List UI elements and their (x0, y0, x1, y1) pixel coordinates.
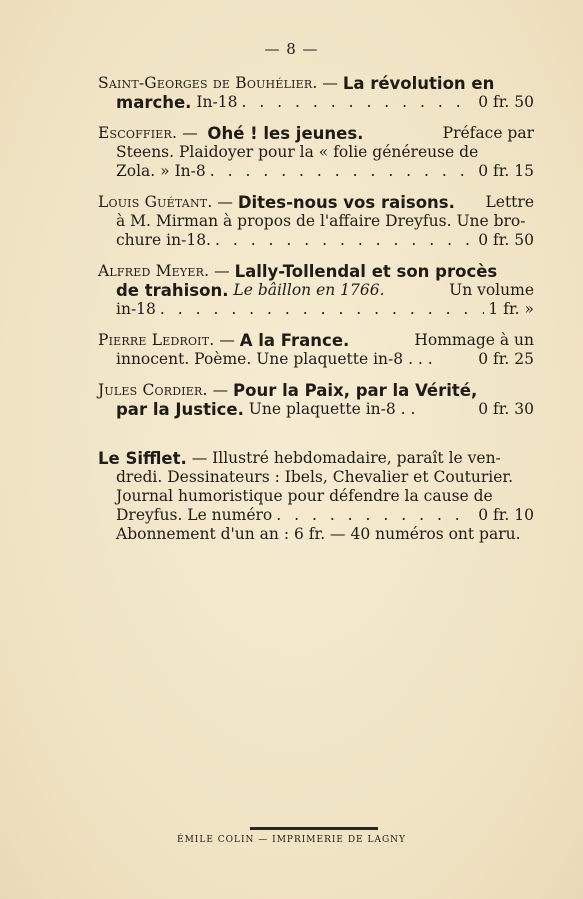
entry-text: Préface par (442, 124, 534, 142)
entry-price: 0 fr. 50 (478, 93, 534, 111)
entry-author: Alfred Meyer. (98, 262, 210, 280)
entry-author: Escoffier. (98, 124, 178, 142)
entry-author: Jules Cordier. (98, 381, 208, 399)
catalogue-list (98, 74, 534, 556)
entry-title-cont: par la Justice. (116, 400, 244, 419)
catalogue-entry: Louis Guétant. — Dites-nous vos raisons. Lettre à M. Mirman à propos de l'affaire Dreyfus. Une bro- chure in-18. . . . 0 fr. 50 (98, 193, 534, 250)
entry-author: Louis Guétant. (98, 193, 213, 211)
journal-subscription: Abonnement d'un an : 6 fr. — 40 numéros ont paru. (116, 525, 521, 543)
entry-format: In-18 (196, 93, 238, 111)
journal-text: dredi. Dessinateurs : Ibels, Chevalier et Couturier. (116, 468, 514, 486)
journal-text: Dreyfus. Le numéro (116, 506, 273, 524)
leader-dots (272, 506, 474, 525)
entry-title: Dites-nous vos raisons. (237, 193, 455, 212)
entry-price: 0 fr. 15 (478, 162, 534, 180)
entry-text: Zola. » In-8 (116, 162, 206, 180)
leader-dots (237, 93, 474, 112)
journal-text: Journal humoristique pour défendre la cause de (116, 487, 493, 505)
entry-text: Un volume (449, 281, 534, 299)
entry-subtitle: Le bâillon en 1766. (233, 281, 385, 299)
entry-title: La révolution en (342, 74, 495, 93)
entry-text: Une plaquette in-8 . . (248, 400, 416, 418)
journal-entry: Le Sifflet. — Illustré hebdomadaire, paraît le ven- dredi. Dessinateurs : Ibels, Chevalier et Couturier. Journal humoristique pour défendre la cause de Dreyfus. Le numéro . . . 0 fr. 10 Abonnement d'un an : 6 fr. — 40 numéros ont paru. (98, 449, 534, 544)
entry-title: Lally-Tollendal et son procès (234, 262, 498, 281)
entry-price: 1 fr. » (488, 300, 534, 318)
catalogue-entry: Saint-Georges de Bouhélier. — La révolution en marche. In-18 . . . 0 fr. 50 (98, 74, 534, 112)
entry-price: 0 fr. 25 (478, 350, 534, 368)
leader-dots (206, 162, 474, 181)
entry-text: innocent. Poème. Une plaquette in-8 . . . (116, 350, 433, 368)
entry-title-cont: marche. (116, 93, 192, 112)
entry-author: Pierre Ledroit. (98, 331, 215, 349)
catalogue-entry: Escoffier. — Ohé ! les jeunes. Préface par Steens. Plaidoyer pour la « folie généreuse de Zola. » In-8 . . . 0 fr. 15 (98, 124, 534, 181)
entry-text: à M. Mirman à propos de l'affaire Dreyfus. Une bro- (116, 212, 526, 230)
catalogue-entry: Jules Cordier. — Pour la Paix, par la Vérité, par la Justice. Une plaquette in-8 . . 0 fr. 30 (98, 381, 534, 419)
journal-text: Illustré hebdomadaire, paraît le ven- (212, 449, 501, 467)
entry-price: 0 fr. 50 (478, 231, 534, 249)
printer-imprint: ÉMILE COLIN — IMPRIMERIE DE LAGNY (177, 835, 406, 845)
page-number: — 8 — (264, 40, 319, 58)
entry-title: Ohé ! les jeunes. (207, 124, 364, 143)
entry-title: Pour la Paix, par la Vérité, (233, 381, 478, 400)
entry-text: Lettre (485, 193, 534, 211)
journal-name: Le Sifflet. (98, 449, 187, 468)
catalogue-entry: Pierre Ledroit. — A la France. Hommage à un innocent. Poème. Une plaquette in-8 . . . 0 fr. 25 (98, 331, 534, 368)
entry-author: Saint-Georges de Bouhélier. (98, 74, 318, 92)
entry-price: 0 fr. 30 (478, 400, 534, 418)
entry-text: in-18 (116, 300, 156, 318)
entry-text: Hommage à un (414, 331, 534, 349)
entry-text: Steens. Plaidoyer pour la « folie généreuse de (116, 143, 479, 161)
entry-title-cont: de trahison. (116, 281, 229, 300)
footer-rule (250, 827, 378, 830)
journal-price: 0 fr. 10 (478, 506, 534, 524)
catalogue-entry: Alfred Meyer. — Lally-Tollendal et son procès de trahison. Le bâillon en 1766. Un volume in-18 . . . 1 fr. » (98, 262, 534, 319)
leader-dots (211, 231, 474, 250)
entry-title: A la France. (239, 331, 350, 350)
entry-text: chure in-18. (116, 231, 211, 249)
leader-dots (156, 300, 485, 319)
